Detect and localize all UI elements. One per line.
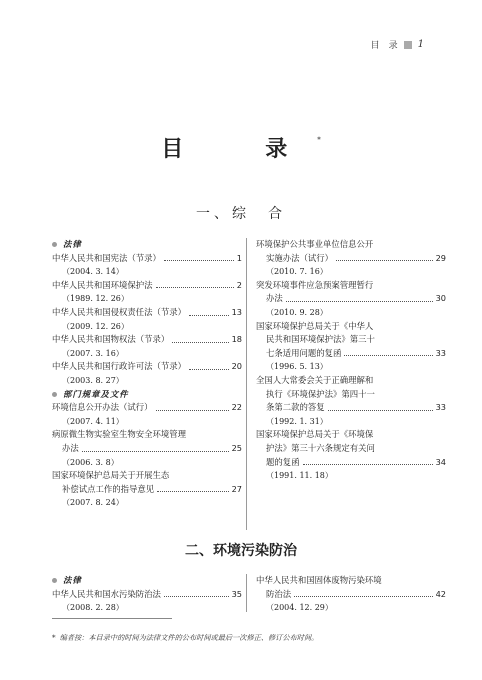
toc-entry[interactable]: 中华人民共和国宪法（节录） 1 （2004. 3. 14） (52, 252, 242, 277)
category-heading: 法律 (52, 574, 242, 588)
section-heading-pollution: 二、环境污染防治 (185, 543, 297, 559)
toc-entry[interactable]: 中华人民共和国物权法（节录） 18 （2007. 3. 16） (52, 334, 242, 358)
toc-entry[interactable]: 国家环境保护总局关于《环境保 护法》第三十六条规定有关问 题的复函 34 （1991. 11. 18） (256, 429, 446, 481)
toc-entry[interactable]: 全国人大常委会关于正确理解和 执行《环境保护法》第四十一 条第二款的答复 33 （1992. 1. 31） (256, 374, 446, 426)
toc-entry[interactable]: 中华人民共和国行政许可法（节录） 20 （2003. 8. 27） (52, 361, 242, 385)
column-divider (246, 574, 247, 612)
page-title (0, 132, 482, 163)
footnote-text: 编者按：本目录中的时间为法律文件的公布时间或最后一次修正、修订公布时间。 (59, 633, 319, 642)
running-header (371, 38, 424, 51)
toc-entry[interactable]: 中华人民共和国水污染防治法 35 （2008. 2. 28） (52, 588, 242, 613)
toc-entry[interactable]: 环境信息公开办法（试行） 22 （2007. 4. 11） (52, 402, 242, 426)
column-divider (246, 238, 247, 530)
footnote (52, 633, 318, 643)
category-heading: 法律 (52, 238, 242, 252)
footnote-mark: * (52, 633, 56, 642)
section1-right-column (256, 238, 446, 483)
toc-entry[interactable]: 中华人民共和国环境保护法 2 （1989. 12. 26） (52, 279, 242, 304)
section2-left-column (52, 574, 242, 615)
toc-entry[interactable]: 中华人民共和国侵权责任法（节录） 13 （2009. 12. 26） (52, 306, 242, 331)
toc-entry[interactable]: 国家环境保护总局关于开展生态 补偿试点工作的指导意见 27 （2007. 8. 24） (52, 470, 242, 508)
header-label: 目 录 (370, 41, 398, 51)
category-heading: 部门规章及文件 (52, 388, 242, 402)
bullet-dot-icon (52, 392, 57, 397)
section2-right-column (256, 574, 446, 615)
toc-entry[interactable]: 环境保护公共事业单位信息公开 实施办法（试行） 29 （2010. 7. 16） (256, 239, 446, 277)
page-title-text: 目 录 (161, 136, 318, 162)
section-heading-general: 一、综 合 (196, 206, 286, 222)
toc-entry[interactable]: 国家环境保护总局关于《中华人 民共和国环境保护法》第三十 七条适用问题的复函 33 （1996. 5. 13） (256, 320, 446, 372)
toc-entry[interactable]: 突发环境事件应急预案管理暂行 办法 30 （2010. 9. 28） (256, 279, 446, 317)
toc-entry[interactable]: 中华人民共和国固体废物污染环境 防治法 42 （2004. 12. 29） (256, 575, 446, 613)
bullet-dot-icon (52, 578, 57, 583)
header-page-number: 1 (417, 39, 424, 50)
header-square-icon (404, 41, 412, 49)
section1-left-column (52, 238, 242, 510)
toc-entry[interactable]: 病原微生物实验室生物安全环境管理 办法 25 （2006. 3. 8） (52, 429, 242, 467)
title-note-mark: * (317, 135, 321, 144)
bullet-dot-icon (52, 242, 57, 247)
footnote-rule (52, 618, 172, 619)
